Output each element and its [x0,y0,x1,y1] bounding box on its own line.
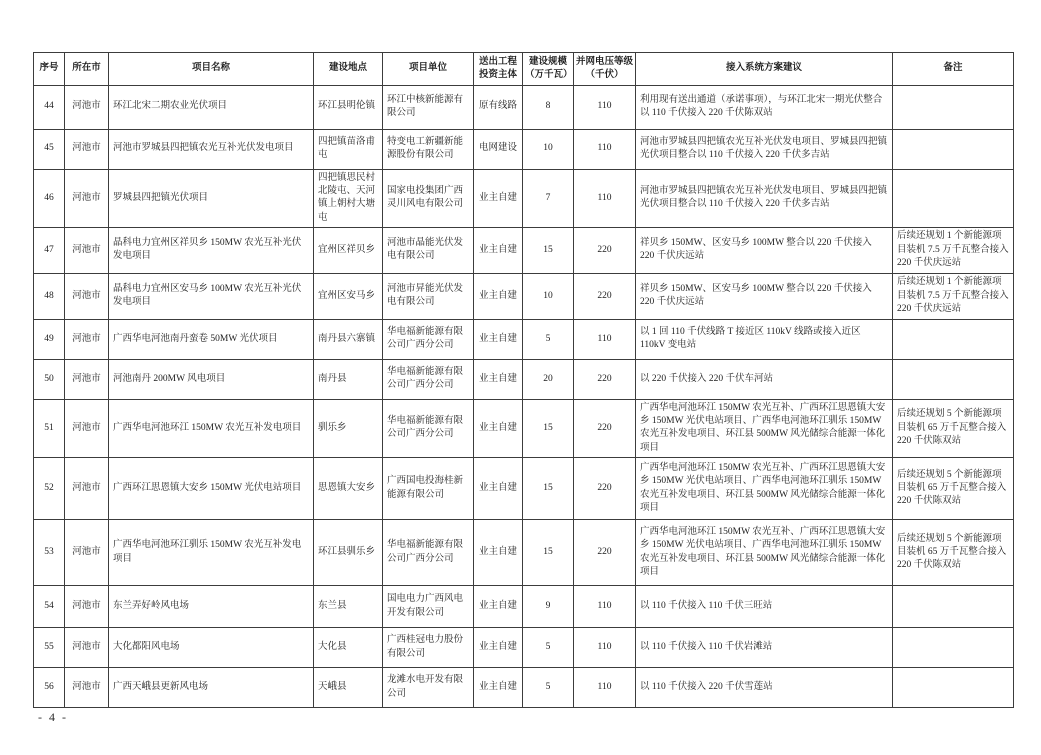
cell-investor: 业主自建 [474,359,523,399]
table-row [34,273,1014,319]
cell-note: 后续还规划 1 个新能源项目装机 7.5 万千瓦整合接入 220 千伏庆远站 [893,227,1014,273]
cell-project-unit: 龙滩水电开发有限公司 [383,668,474,708]
cell-project-name: 广西华电河池环江 150MW 农光互补发电项目 [109,399,314,457]
table-row [34,319,1014,359]
cell-seq: 45 [34,129,65,169]
cell-seq: 54 [34,586,65,628]
cell-plan: 河池市罗城县四把镇农光互补光伏发电项目、罗城县四把镇光伏项目整合以 110 千伏接入 220 千伏多吉站 [636,129,893,169]
cell-voltage: 220 [574,399,636,457]
cell-project-unit: 特变电工新疆新能源股份有限公司 [383,129,474,169]
cell-investor: 业主自建 [474,586,523,628]
cell-investor: 原有线路 [474,85,523,129]
table-row [34,628,1014,668]
cell-location: 四把镇苗洛甫屯 [314,129,383,169]
cell-project-name: 晶科电力宜州区祥贝乡 150MW 农光互补光伏发电项目 [109,227,314,273]
table-row [34,169,1014,227]
cell-plan: 祥贝乡 150MW、区安马乡 100MW 整合以 220 千伏接入 220 千伏庆远站 [636,227,893,273]
cell-plan: 以 220 千伏接入 220 千伏车河站 [636,359,893,399]
cell-project-name: 东兰弄好岭风电场 [109,586,314,628]
cell-voltage: 220 [574,273,636,319]
cell-city: 河池市 [65,586,109,628]
cell-investor: 业主自建 [474,668,523,708]
projects-table-body [34,85,1014,707]
cell-voltage: 110 [574,628,636,668]
cell-project-unit: 国家电投集团广西灵川风电有限公司 [383,169,474,227]
cell-city: 河池市 [65,273,109,319]
cell-investor: 业主自建 [474,227,523,273]
cell-location: 宜州区安马乡 [314,273,383,319]
cell-note [893,359,1014,399]
cell-project-name: 罗城县四把镇光伏项目 [109,169,314,227]
cell-project-unit: 河池市昇能光伏发电有限公司 [383,273,474,319]
cell-project-name: 广西天峨县更新风电场 [109,668,314,708]
cell-scale: 5 [523,628,574,668]
cell-city: 河池市 [65,399,109,457]
cell-project-name: 广西华电河池环江驯乐 150MW 农光互补发电项目 [109,520,314,586]
col-header-seq: 序号 [34,53,65,86]
cell-city: 河池市 [65,359,109,399]
cell-seq: 47 [34,227,65,273]
cell-note [893,586,1014,628]
table-row [34,399,1014,457]
cell-scale: 15 [523,520,574,586]
table-row [34,668,1014,708]
cell-city: 河池市 [65,668,109,708]
cell-voltage: 110 [574,169,636,227]
cell-note [893,169,1014,227]
cell-investor: 业主自建 [474,458,523,520]
cell-seq: 50 [34,359,65,399]
cell-location: 东兰县 [314,586,383,628]
cell-city: 河池市 [65,85,109,129]
cell-plan: 广西华电河池环江 150MW 农光互补、广西环江思恩镇大安乡 150MW 光伏电站项目、广西华电河池环江驯乐 150MW 农光互补发电项目、环江县 500MW 风光储综合能源一体化项目 [636,399,893,457]
cell-note [893,85,1014,129]
cell-plan: 利用现有送出通道（承诺事项），与环江北宋一期光伏整合以 110 千伏接入 220 千伏陈双站 [636,85,893,129]
cell-location: 南丹县六寨镇 [314,319,383,359]
page-number: - 4 - [38,710,68,724]
cell-city: 河池市 [65,129,109,169]
cell-scale: 10 [523,273,574,319]
cell-scale: 10 [523,129,574,169]
cell-note [893,129,1014,169]
cell-investor: 电网建设 [474,129,523,169]
cell-plan: 以 1 回 110 千伏线路 T 接近区 110kV 线路或接入近区 110kV 变电站 [636,319,893,359]
cell-plan: 以 110 千伏接入 110 千伏三旺站 [636,586,893,628]
cell-seq: 48 [34,273,65,319]
table-row [34,458,1014,520]
cell-note: 后续还规划 5 个新能源项目装机 65 万千瓦整合接入 220 千伏陈双站 [893,399,1014,457]
cell-investor: 业主自建 [474,169,523,227]
cell-project-unit: 华电福新能源有限公司广西分公司 [383,319,474,359]
cell-project-unit: 华电福新能源有限公司广西分公司 [383,359,474,399]
cell-project-name: 广西环江思恩镇大安乡 150MW 光伏电站项目 [109,458,314,520]
cell-seq: 44 [34,85,65,129]
cell-scale: 15 [523,227,574,273]
col-header-unit: 项目单位 [383,53,474,86]
col-header-plan: 接入系统方案建议 [636,53,893,86]
cell-voltage: 110 [574,85,636,129]
cell-plan: 祥贝乡 150MW、区安马乡 100MW 整合以 220 千伏接入 220 千伏庆远站 [636,273,893,319]
cell-scale: 15 [523,399,574,457]
cell-scale: 5 [523,319,574,359]
cell-plan: 以 110 千伏接入 220 千伏雪莲站 [636,668,893,708]
cell-note: 后续还规划 5 个新能源项目装机 65 万千瓦整合接入 220 千伏陈双站 [893,520,1014,586]
cell-scale: 20 [523,359,574,399]
col-header-investor: 送出工程投资主体 [474,53,523,86]
table-row [34,129,1014,169]
cell-project-unit: 河池市晶能光伏发电有限公司 [383,227,474,273]
cell-note: 后续还规划 5 个新能源项目装机 65 万千瓦整合接入 220 千伏陈双站 [893,458,1014,520]
cell-project-name: 河池市罗城县四把镇农光互补光伏发电项目 [109,129,314,169]
cell-seq: 49 [34,319,65,359]
cell-scale: 9 [523,586,574,628]
cell-location: 南丹县 [314,359,383,399]
cell-location: 驯乐乡 [314,399,383,457]
cell-project-name: 大化都阳风电场 [109,628,314,668]
cell-location: 天峨县 [314,668,383,708]
cell-voltage: 220 [574,520,636,586]
table-row [34,520,1014,586]
cell-voltage: 110 [574,129,636,169]
cell-voltage: 110 [574,319,636,359]
cell-investor: 业主自建 [474,399,523,457]
cell-investor: 业主自建 [474,319,523,359]
cell-project-unit: 华电福新能源有限公司广西分公司 [383,399,474,457]
cell-seq: 53 [34,520,65,586]
cell-note [893,668,1014,708]
cell-project-name: 环江北宋二期农业光伏项目 [109,85,314,129]
cell-location: 环江县明伦镇 [314,85,383,129]
cell-project-unit: 国电电力广西风电开发有限公司 [383,586,474,628]
cell-seq: 46 [34,169,65,227]
cell-note [893,628,1014,668]
cell-seq: 55 [34,628,65,668]
cell-scale: 8 [523,85,574,129]
col-header-project-name: 项目名称 [109,53,314,86]
col-header-voltage: 并网电压等级（千伏） [574,53,636,86]
table-header [34,53,1014,86]
cell-project-name: 河池南丹 200MW 风电项目 [109,359,314,399]
col-header-location: 建设地点 [314,53,383,86]
table-row [34,227,1014,273]
col-header-scale: 建设规模（万千瓦） [523,53,574,86]
cell-city: 河池市 [65,458,109,520]
cell-investor: 业主自建 [474,520,523,586]
cell-plan: 以 110 千伏接入 110 千伏岩滩站 [636,628,893,668]
cell-city: 河池市 [65,227,109,273]
cell-plan: 广西华电河池环江 150MW 农光互补、广西环江思恩镇大安乡 150MW 光伏电站项目、广西华电河池环江驯乐 150MW 农光互补发电项目、环江县 500MW 风光储综合能源一体化项目 [636,458,893,520]
cell-project-unit: 广西桂冠电力股份有限公司 [383,628,474,668]
cell-project-name: 广西华电河池南丹蛮卷 50MW 光伏项目 [109,319,314,359]
cell-voltage: 220 [574,458,636,520]
cell-project-unit: 华电福新能源有限公司广西分公司 [383,520,474,586]
cell-project-name: 晶科电力宜州区安马乡 100MW 农光互补光伏发电项目 [109,273,314,319]
cell-project-unit: 环江中核新能源有限公司 [383,85,474,129]
col-header-note: 备注 [893,53,1014,86]
cell-city: 河池市 [65,628,109,668]
cell-plan: 广西华电河池环江 150MW 农光互补、广西环江思恩镇大安乡 150MW 光伏电站项目、广西华电河池环江驯乐 150MW 农光互补发电项目、环江县 500MW 风光储综合能源一体化项目 [636,520,893,586]
cell-investor: 业主自建 [474,628,523,668]
projects-table [33,52,1014,708]
cell-note [893,319,1014,359]
table-row [34,85,1014,129]
table-row [34,586,1014,628]
cell-note: 后续还规划 1 个新能源项目装机 7.5 万千瓦整合接入 220 千伏庆远站 [893,273,1014,319]
cell-location: 宜州区祥贝乡 [314,227,383,273]
table-row [34,359,1014,399]
cell-location: 四把镇思民村北陵屯、天河镇上朝村大塘屯 [314,169,383,227]
col-header-city: 所在市 [65,53,109,86]
cell-location: 思恩镇大安乡 [314,458,383,520]
cell-seq: 56 [34,668,65,708]
cell-city: 河池市 [65,169,109,227]
cell-voltage: 220 [574,359,636,399]
cell-investor: 业主自建 [474,273,523,319]
cell-location: 环江县驯乐乡 [314,520,383,586]
cell-seq: 52 [34,458,65,520]
cell-city: 河池市 [65,319,109,359]
cell-project-unit: 广西国电投海桂新能源有限公司 [383,458,474,520]
cell-voltage: 110 [574,586,636,628]
cell-seq: 51 [34,399,65,457]
cell-voltage: 220 [574,227,636,273]
cell-scale: 15 [523,458,574,520]
cell-voltage: 110 [574,668,636,708]
cell-plan: 河池市罗城县四把镇农光互补光伏发电项目、罗城县四把镇光伏项目整合以 110 千伏接入 220 千伏多吉站 [636,169,893,227]
cell-location: 大化县 [314,628,383,668]
cell-city: 河池市 [65,520,109,586]
cell-scale: 7 [523,169,574,227]
cell-scale: 5 [523,668,574,708]
